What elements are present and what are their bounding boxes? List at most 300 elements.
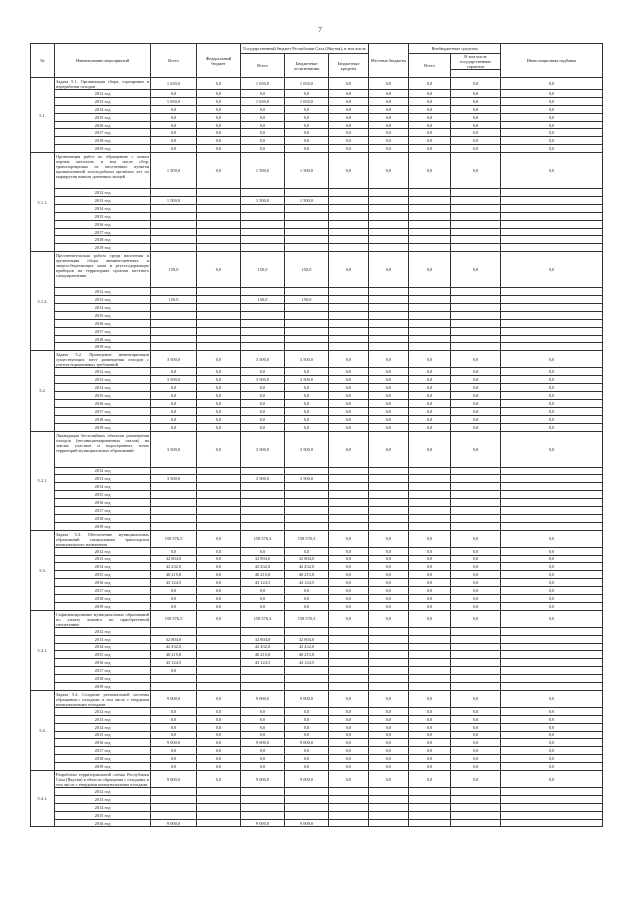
value-cell: 0,0 [369,415,409,423]
summary-cell: 0,0 [451,252,501,288]
value-cell [241,335,285,343]
value-cell: 0,0 [409,763,451,771]
value-cell: 9 000,0 [285,819,329,827]
value-cell [451,651,501,659]
budget-table [30,43,603,827]
value-cell [197,475,241,483]
table-row [31,682,603,690]
value-cell: 1 650,0 [241,97,285,105]
value-cell [451,643,501,651]
value-cell [329,819,369,827]
table-row [31,610,603,627]
value-cell [409,795,451,803]
value-cell [501,483,603,491]
value-cell: 0,0 [285,415,329,423]
year-label: 2014 год [55,803,151,811]
value-cell: 0,0 [285,121,329,129]
value-cell [409,491,451,499]
value-cell: 0,0 [197,715,241,723]
value-cell: 0,0 [501,602,603,610]
item-description: Ликвидация бесхозяйных объектов размещения отходов (несанкционированных свалок) на землях участков и водоохранных зонах территорий муниципальных образований [55,431,151,467]
table-row [31,635,603,643]
table-row [31,755,603,763]
value-cell: 0,0 [197,755,241,763]
item-description: Организация работ по обращению с ломом черных металлов, в том числе сбор, транспортировка из населенных пунктов промышленной золотодобычи органных лет по маршрутам вывоза доменных мощей [55,153,151,189]
value-cell [409,204,451,212]
value-cell: 0,0 [409,137,451,145]
value-cell: 3 500,0 [241,475,285,483]
value-cell [241,627,285,635]
table-row [31,97,603,105]
value-cell [501,514,603,522]
value-cell: 40 215,8 [151,651,197,659]
header-investment: Инвестиционная надбавка [501,44,603,78]
value-cell [369,506,409,514]
value-cell: 0,0 [151,399,197,407]
value-cell: 0,0 [285,547,329,555]
value-cell: 0,0 [151,715,197,723]
value-cell [285,244,329,252]
year-label: 2017 год [55,327,151,335]
table-row [31,212,603,220]
value-cell [285,311,329,319]
value-cell: 0,0 [329,563,369,571]
item-description: Разработка территориальной схемы Республики Саха (Якутия) в области обращения с отходами, в том числе с твердыми коммунальными отходами [56,772,150,787]
value-cell: 0,0 [241,731,285,739]
value-cell: 0,0 [451,121,501,129]
value-cell: 0,0 [501,715,603,723]
value-cell: 0,0 [241,90,285,98]
value-cell: 32 804,0 [241,635,285,643]
value-cell: 32 804,0 [151,635,197,643]
value-cell: 43 124,5 [151,579,197,587]
value-cell: 0,0 [197,399,241,407]
summary-cell: 0,0 [451,610,501,627]
summary-cell: 0,0 [501,610,603,627]
value-cell [151,335,197,343]
value-cell: 0,0 [241,415,285,423]
table-row [31,747,603,755]
value-cell [451,819,501,827]
value-cell [151,204,197,212]
summary-cell: 0,0 [501,252,603,288]
value-cell [409,288,451,296]
value-cell [197,343,241,351]
table-row [31,579,603,587]
value-cell [329,475,369,483]
value-cell: 0,0 [329,392,369,400]
value-cell [501,296,603,304]
value-cell [451,659,501,667]
value-cell: 0,0 [409,392,451,400]
value-cell: 0,0 [451,415,501,423]
value-cell: 0,0 [369,90,409,98]
value-cell: 0,0 [451,407,501,415]
summary-cell: 1 650,0 [151,78,197,90]
value-cell [329,682,369,690]
value-cell: 0,0 [151,755,197,763]
value-cell [151,627,197,635]
value-cell: 0,0 [329,415,369,423]
value-cell: 0,0 [329,547,369,555]
table-row [31,522,603,530]
value-cell [285,514,329,522]
year-label: 2015 год [55,651,151,659]
value-cell [369,228,409,236]
table-row [31,423,603,431]
value-cell [151,499,197,507]
value-cell [501,499,603,507]
value-cell [329,212,369,220]
value-cell [197,522,241,530]
summary-cell: 9 000,0 [241,771,285,788]
value-cell [285,189,329,197]
value-cell: 0,0 [409,747,451,755]
summary-cell: 0,0 [369,252,409,288]
summary-cell: 0,0 [501,771,603,788]
table-row [31,475,603,483]
year-label: 2018 год [55,137,151,145]
value-cell: 0,0 [369,763,409,771]
value-cell: 0,0 [451,739,501,747]
value-cell [409,506,451,514]
value-cell [451,635,501,643]
value-cell [501,635,603,643]
value-cell: 0,0 [451,555,501,563]
value-cell [501,467,603,475]
value-cell [409,236,451,244]
value-cell: 0,0 [369,547,409,555]
summary-cell: 0,0 [369,690,409,707]
value-cell [409,189,451,197]
value-cell: 0,0 [451,755,501,763]
value-cell [501,343,603,351]
table-row [31,627,603,635]
summary-cell: 158 576,3 [241,610,285,627]
value-cell [369,236,409,244]
year-label: 2012 год [55,547,151,555]
value-cell: 0,0 [451,145,501,153]
value-cell: 0,0 [501,415,603,423]
value-cell [409,788,451,796]
value-cell [409,244,451,252]
value-cell: 0,0 [451,399,501,407]
table-row [31,189,603,197]
value-cell [151,506,197,514]
year-label: 2017 год [55,407,151,415]
year-label: 2016 год [55,399,151,407]
value-cell [285,667,329,675]
value-cell: 0,0 [369,145,409,153]
table-row [31,803,603,811]
value-cell: 0,0 [241,602,285,610]
value-cell [285,675,329,683]
table-row [31,763,603,771]
table-row [31,659,603,667]
value-cell: 0,0 [451,392,501,400]
value-cell [151,343,197,351]
value-cell: 0,0 [329,368,369,376]
value-cell [501,327,603,335]
value-cell: 9 000,0 [151,819,197,827]
value-cell: 0,0 [285,723,329,731]
value-cell [369,491,409,499]
item-code: 5.4.1. [31,771,55,827]
value-cell [329,635,369,643]
value-cell: 40 215,8 [151,571,197,579]
value-cell [285,304,329,312]
value-cell [329,197,369,205]
value-cell: 32 804,0 [151,555,197,563]
value-cell [151,675,197,683]
summary-cell: 150,0 [151,252,197,288]
value-cell: 0,0 [409,121,451,129]
value-cell [241,244,285,252]
summary-cell: 158 576,3 [151,530,197,547]
value-cell [285,335,329,343]
value-cell [501,682,603,690]
year-label: 2013 год [55,296,151,304]
value-cell: 0,0 [409,587,451,595]
value-cell [285,506,329,514]
summary-cell: 9 000,0 [151,771,197,788]
year-label: 2015 год [55,212,151,220]
value-cell: 0,0 [329,739,369,747]
value-cell: 0,0 [451,384,501,392]
value-cell [241,506,285,514]
value-cell [409,819,451,827]
summary-cell: 0,0 [329,771,369,788]
value-cell: 0,0 [285,129,329,137]
value-cell: 0,0 [241,113,285,121]
value-cell [151,244,197,252]
value-cell: 0,0 [241,747,285,755]
value-cell: 0,0 [197,113,241,121]
value-cell: 0,0 [151,547,197,555]
value-cell: 0,0 [451,90,501,98]
year-label: 2017 год [55,129,151,137]
table-row [31,153,603,189]
value-cell: 0,0 [501,579,603,587]
year-label: 2015 год [55,571,151,579]
value-cell: 0,0 [409,384,451,392]
value-cell: 0,0 [451,105,501,113]
value-cell [501,811,603,819]
value-cell: 0,0 [369,579,409,587]
year-label: 2015 год [55,113,151,121]
value-cell [451,514,501,522]
value-cell: 0,0 [451,571,501,579]
year-label: 2018 год [55,415,151,423]
value-cell: 0,0 [329,715,369,723]
value-cell [451,311,501,319]
table-row [31,587,603,595]
value-cell [197,189,241,197]
value-cell [501,475,603,483]
summary-cell: 0,0 [409,78,451,90]
value-cell: 0,0 [409,407,451,415]
value-cell: 0,0 [369,399,409,407]
value-cell: 0,0 [197,368,241,376]
value-cell [285,491,329,499]
year-label: 2014 год [55,483,151,491]
value-cell [197,296,241,304]
item-code: 5.3. [31,530,55,610]
header-spacer [451,70,501,78]
table-row [31,514,603,522]
value-cell: 0,0 [151,384,197,392]
value-cell [369,682,409,690]
value-cell: 0,0 [369,384,409,392]
value-cell: 0,0 [409,723,451,731]
value-cell [329,788,369,796]
table-row [31,351,603,368]
item-description: Просветительская работа среди населения и организация сбора люминесцентных и энергосберегающих ламп и ртутьсодержащих приборов на территориях органов местного самоуправления [55,252,151,288]
value-cell [151,304,197,312]
year-label: 2013 год [55,475,151,483]
value-cell [369,499,409,507]
value-cell [329,506,369,514]
table-row [31,252,603,288]
value-cell [409,467,451,475]
year-label: 2014 год [55,304,151,312]
value-cell: 0,0 [451,602,501,610]
value-cell: 0,0 [241,129,285,137]
value-cell [151,327,197,335]
value-cell [241,228,285,236]
year-label: 2017 год [55,747,151,755]
value-cell [241,343,285,351]
value-cell: 0,0 [329,602,369,610]
value-cell: 0,0 [501,129,603,137]
table-row [31,731,603,739]
value-cell: 0,0 [501,587,603,595]
value-cell: 0,0 [369,571,409,579]
header-state-credits: Бюджетные кредиты [329,54,369,78]
value-cell [501,311,603,319]
summary-cell: 0,0 [451,153,501,189]
value-cell [197,682,241,690]
value-cell: 0,0 [197,145,241,153]
value-cell: 0,0 [151,423,197,431]
table-row [31,788,603,796]
value-cell [197,236,241,244]
year-label: 2012 год [55,788,151,796]
value-cell [241,675,285,683]
value-cell: 0,0 [329,571,369,579]
value-cell [151,795,197,803]
value-cell: 0,0 [409,399,451,407]
value-cell [451,682,501,690]
value-cell: 0,0 [329,587,369,595]
value-cell [329,327,369,335]
value-cell: 0,0 [501,407,603,415]
value-cell: 0,0 [409,368,451,376]
value-cell: 0,0 [197,571,241,579]
value-cell [197,675,241,683]
value-cell [369,627,409,635]
item-code: 5.2. [31,351,55,431]
value-cell: 0,0 [197,594,241,602]
value-cell [329,304,369,312]
year-label: 2013 год [55,715,151,723]
value-cell [369,475,409,483]
value-cell: 0,0 [369,563,409,571]
value-cell [151,514,197,522]
value-cell [285,499,329,507]
value-cell [329,319,369,327]
item-description: Задача 5.1. Организация сбора, сортировки и переработки отходов [56,79,149,89]
summary-cell: 0,0 [451,78,501,90]
value-cell [241,236,285,244]
value-cell [501,220,603,228]
value-cell: 0,0 [329,137,369,145]
table-row [31,137,603,145]
year-label: 2015 год [55,491,151,499]
summary-cell: 1 650,0 [241,78,285,90]
summary-cell: 3 500,0 [285,431,329,467]
value-cell [329,467,369,475]
value-cell: 0,0 [197,384,241,392]
summary-cell: 0,0 [451,351,501,368]
year-label: 2018 год [55,755,151,763]
value-cell: 0,0 [329,423,369,431]
value-cell [197,499,241,507]
value-cell: 0,0 [285,137,329,145]
summary-cell: 0,0 [451,530,501,547]
value-cell [369,335,409,343]
header-local: Местные бюджеты [369,44,409,78]
value-cell: 0,0 [329,399,369,407]
summary-cell: 0,0 [501,530,603,547]
value-cell [285,288,329,296]
summary-cell: 0,0 [329,431,369,467]
value-cell: 0,0 [329,723,369,731]
value-cell [369,788,409,796]
table-row [31,129,603,137]
table-row [31,431,603,467]
value-cell [409,228,451,236]
value-cell [329,803,369,811]
value-cell: 0,0 [409,602,451,610]
summary-cell: 0,0 [369,153,409,189]
value-cell: 0,0 [369,392,409,400]
item-code: 5.1. [31,78,55,153]
summary-cell: 0,0 [409,690,451,707]
value-cell: 43 124,5 [285,659,329,667]
table-body [31,78,603,827]
year-label: 2017 год [55,667,151,675]
value-cell: 0,0 [369,747,409,755]
year-label: 2014 год [55,723,151,731]
value-cell [501,643,603,651]
value-cell: 0,0 [285,731,329,739]
value-cell: 0,0 [197,376,241,384]
value-cell [285,795,329,803]
table-row [31,771,603,788]
value-cell [329,343,369,351]
year-label: 2019 год [55,602,151,610]
value-cell [451,491,501,499]
value-cell [197,788,241,796]
value-cell: 0,0 [409,731,451,739]
value-cell: 0,0 [451,594,501,602]
value-cell [197,311,241,319]
year-label: 2013 год [55,197,151,205]
value-cell: 0,0 [151,129,197,137]
value-cell [369,288,409,296]
value-cell [409,651,451,659]
